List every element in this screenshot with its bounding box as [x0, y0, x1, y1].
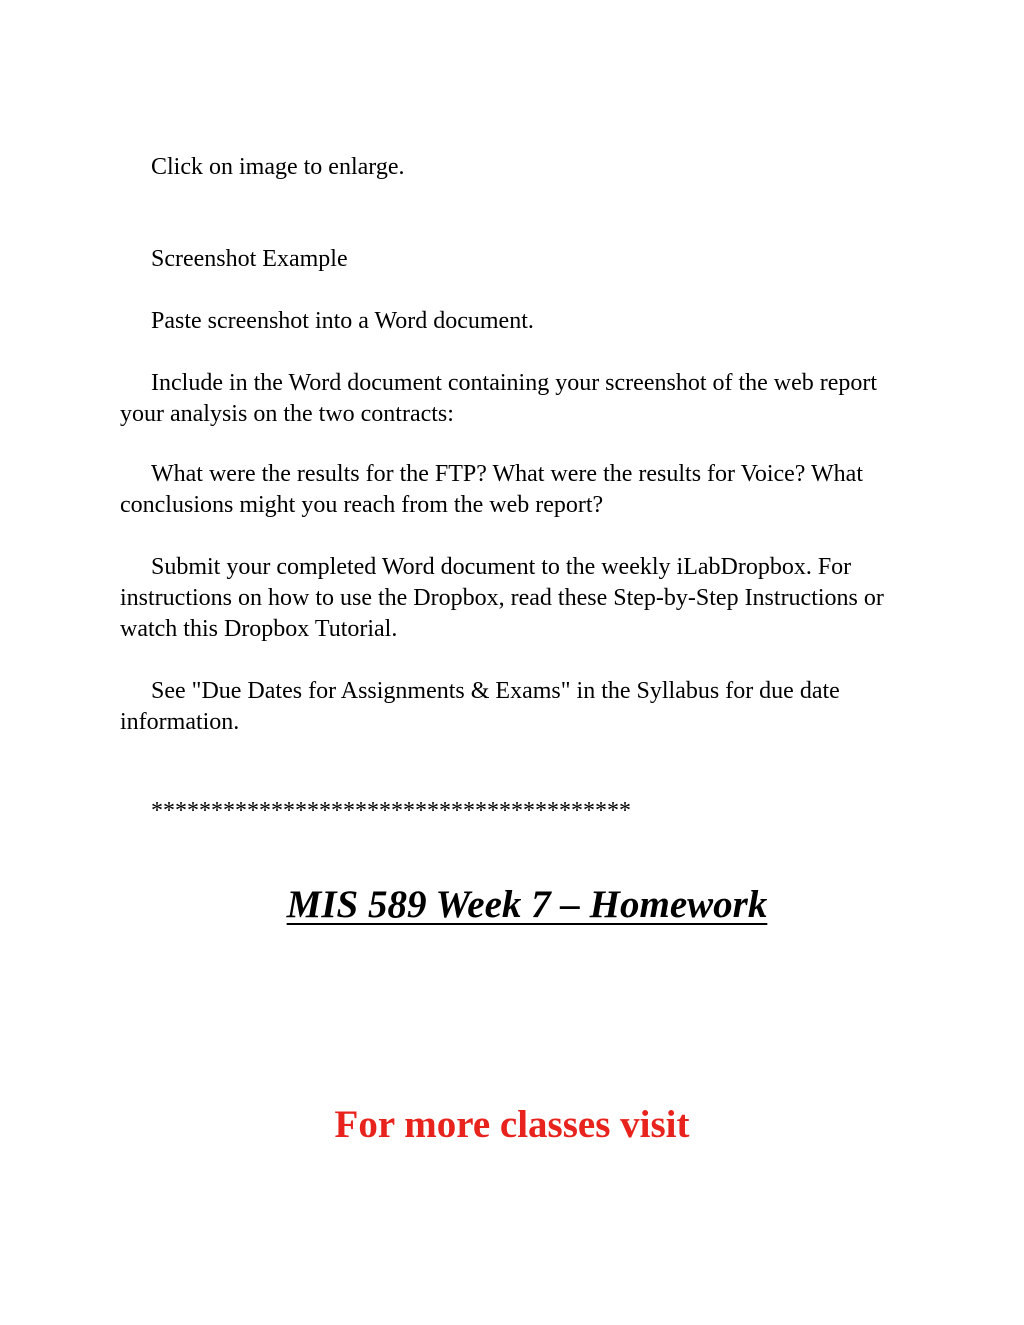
instruction-paste-screenshot: Paste screenshot into a Word document.	[151, 308, 534, 334]
homework-heading: MIS 589 Week 7 – Homework	[286, 883, 768, 926]
instruction-screenshot-example: Screenshot Example	[151, 246, 348, 272]
instruction-submit: Submit your completed Word document to the weekly iLabDropbox. For instructions on how to use the Dropbox, read these Step-by-Step Instructions or watch this Dropbox Tutorial.	[120, 554, 884, 642]
instruction-click-to-enlarge: Click on image to enlarge.	[151, 154, 405, 180]
asterisk-separator: ****************************************	[151, 798, 631, 824]
instruction-due-dates: See "Due Dates for Assignments & Exams" in the Syllabus for due date information.	[120, 678, 840, 735]
instruction-questions: What were the results for the FTP? What were the results for Voice? What conclusions might you reach from the web report?	[120, 461, 863, 518]
instruction-include-analysis: Include in the Word document containing your screenshot of the web report your analysis on the two contracts:	[120, 370, 878, 427]
promo-text: For more classes visit	[334, 1103, 690, 1146]
